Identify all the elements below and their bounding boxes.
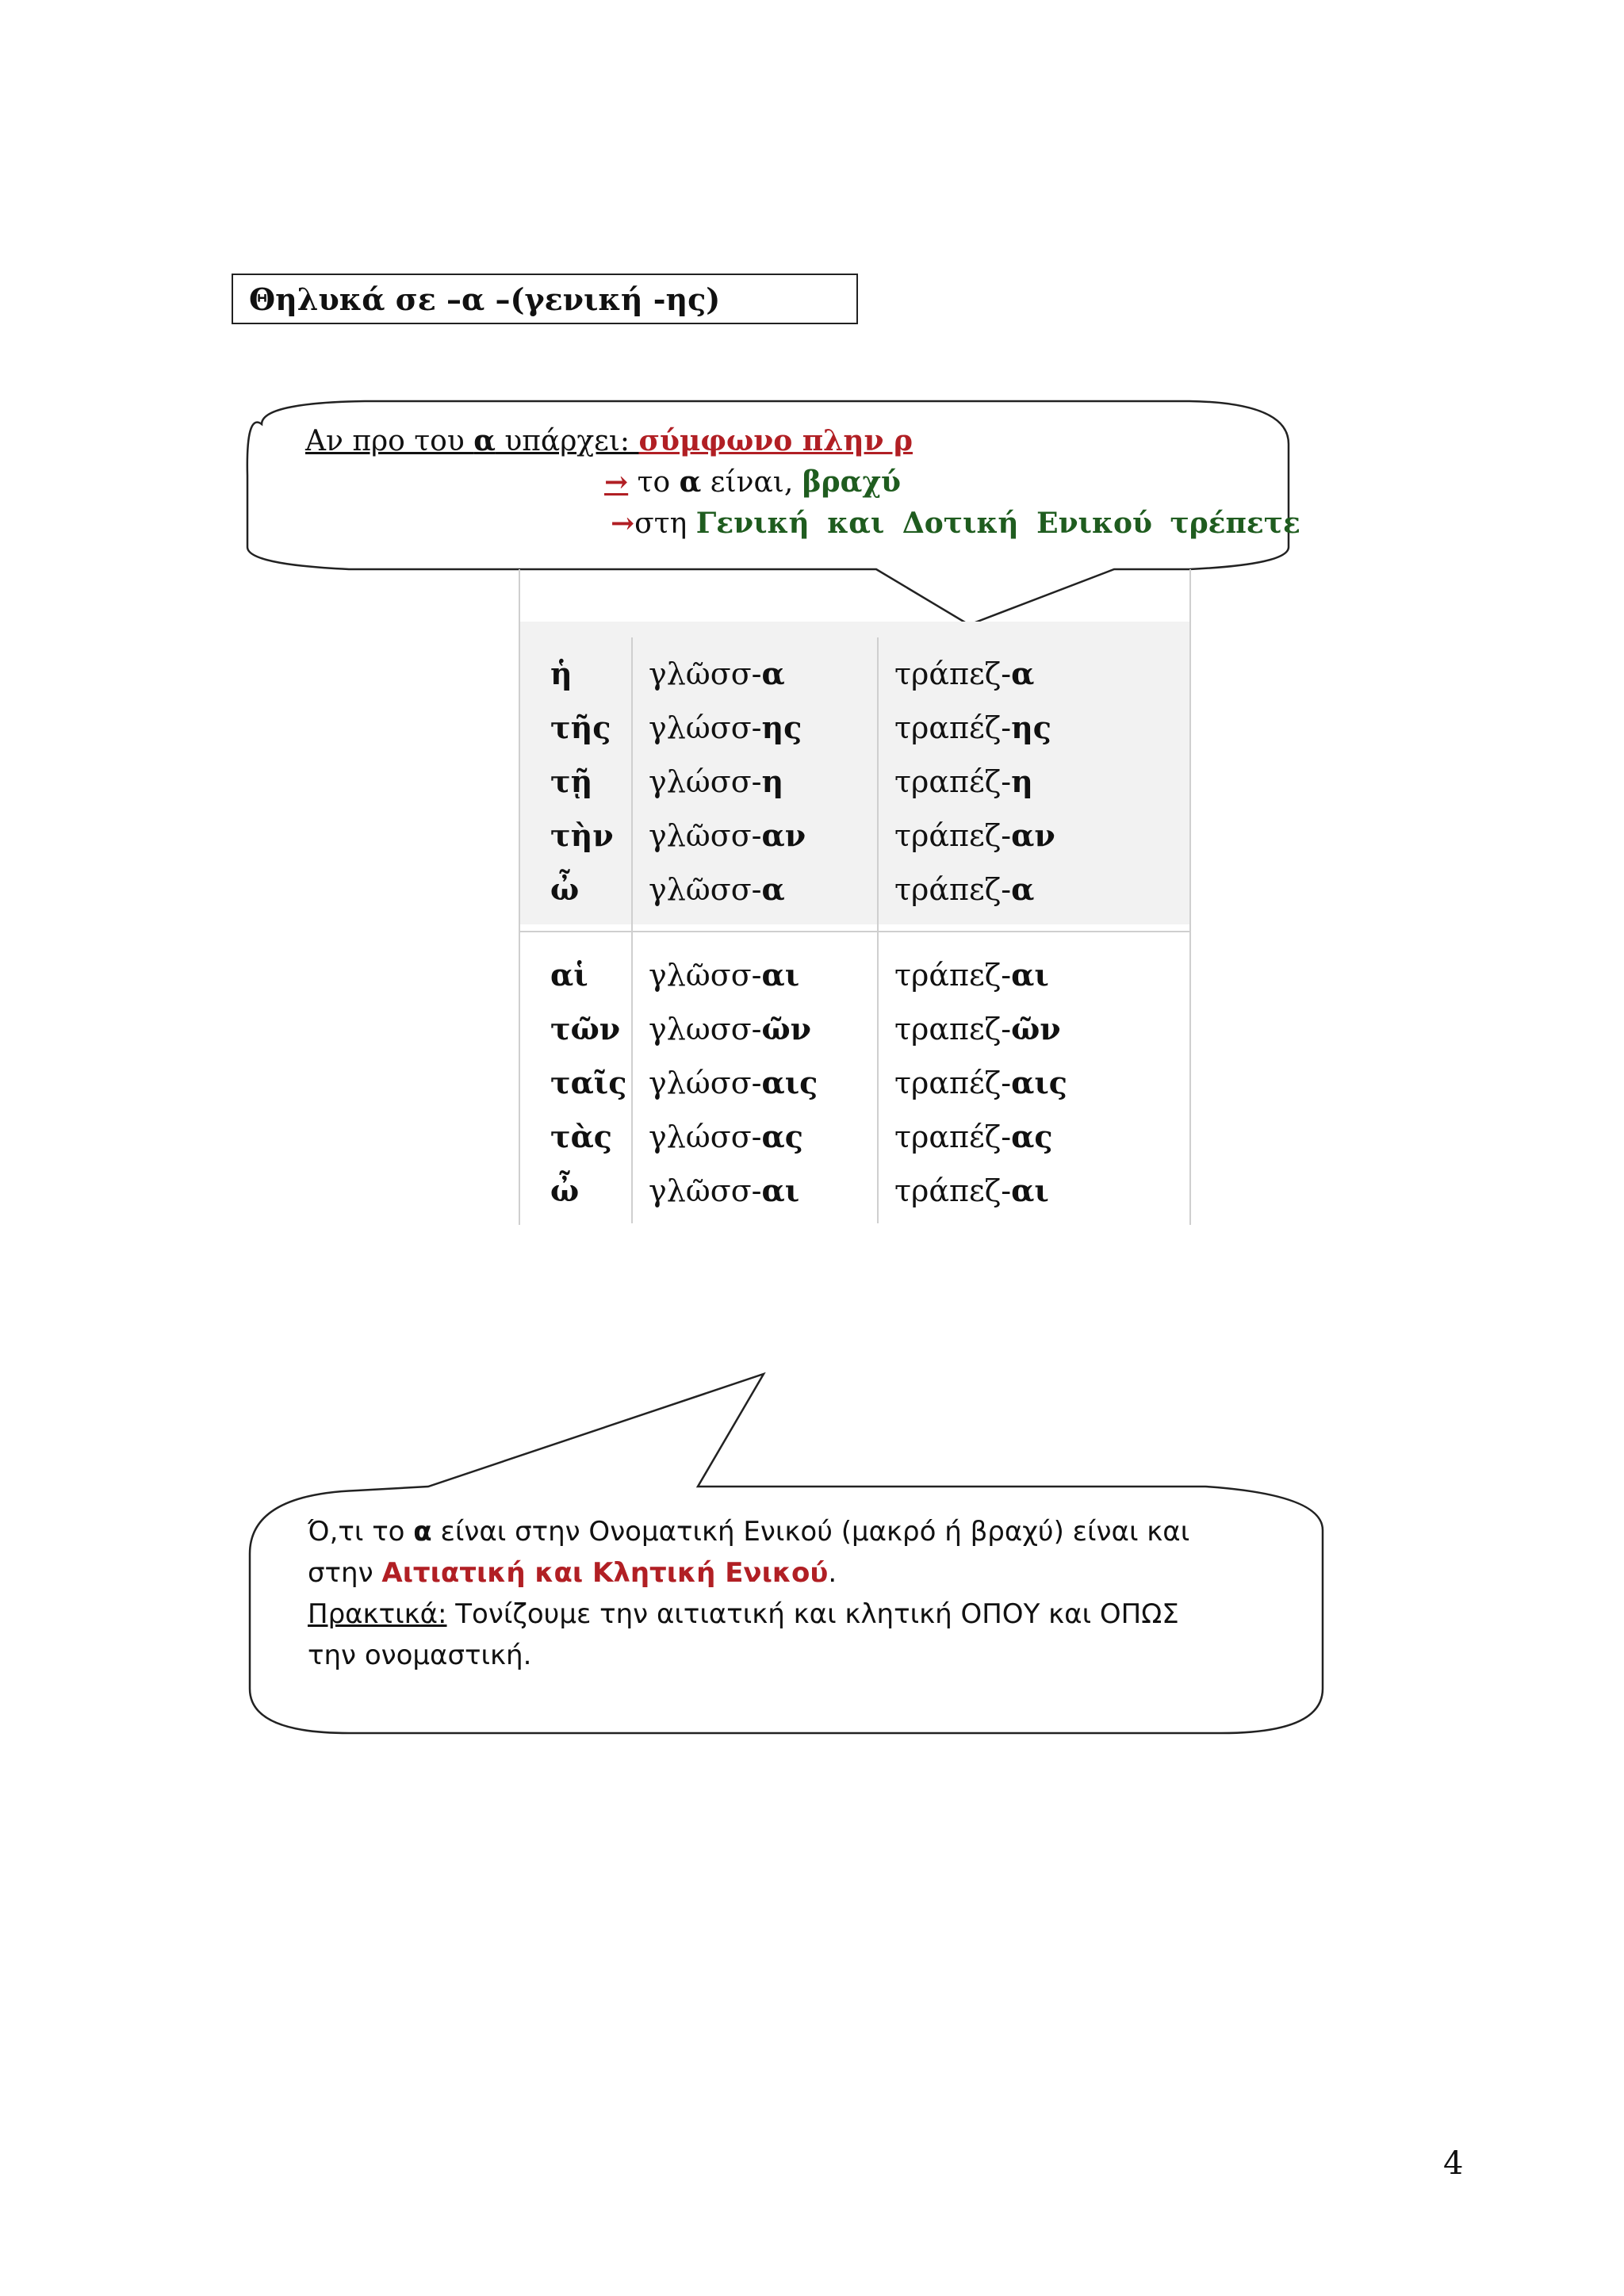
article-cell: τὰς xyxy=(550,1119,612,1154)
trapeza-cell: τραπέζ-η xyxy=(894,763,1033,799)
trapeza-cell: τράπεζ-αν xyxy=(894,817,1055,853)
glossa-cell: γλώσσ-ας xyxy=(649,1119,803,1154)
table-row xyxy=(520,755,1189,809)
glossa-cell: γλῶσσ-αν xyxy=(649,817,806,853)
glossa-cell: γλῶσσ-α xyxy=(649,871,785,907)
glossa-cell: γλώσσ-αις xyxy=(649,1065,818,1100)
glossa-cell: γλώσσ-ης xyxy=(649,710,802,745)
table-row xyxy=(520,809,1189,863)
glossa-cell: γλῶσσ-αι xyxy=(649,957,800,993)
article-cell: τῆς xyxy=(550,710,611,745)
table-row xyxy=(520,948,1189,1002)
trapeza-cell: τράπεζ-α xyxy=(894,871,1035,907)
trapeza-cell: τράπεζ-αι xyxy=(894,1173,1049,1208)
article-cell: αἱ xyxy=(550,957,588,993)
glossa-cell: γλῶσσ-αι xyxy=(649,1173,800,1208)
top-note-line-1: Αν προ του α υπάρχει: σύμφωνο πλην ρ xyxy=(305,424,913,457)
top-note-line-3: →στη Γενική και Δοτική Ενικού τρέπετε xyxy=(611,507,1300,540)
bottom-note-line-3: Πρακτικά: Τονίζουμε την αιτιατική και κλητική ΟΠΟΥ και ΟΠΩΣ xyxy=(308,1598,1179,1630)
article-cell: τῶν xyxy=(550,1011,621,1047)
table-row xyxy=(520,701,1189,755)
article-cell: ὦ xyxy=(550,1173,580,1208)
article-cell: ὦ xyxy=(550,871,580,907)
glossa-cell: γλωσσ-ῶν xyxy=(649,1011,812,1047)
trapeza-cell: τράπεζ-αι xyxy=(894,957,1049,993)
article-cell: τὴν xyxy=(550,817,614,853)
table-row xyxy=(520,1056,1189,1110)
article-cell: ταῖς xyxy=(550,1065,627,1100)
trapeza-cell: τραπέζ-ας xyxy=(894,1119,1053,1154)
bottom-note-line-4: την ονομαστική. xyxy=(308,1640,532,1671)
table-row xyxy=(520,1002,1189,1056)
article-cell: ἡ xyxy=(550,656,573,691)
trapeza-cell: τραπέζ-αις xyxy=(894,1065,1067,1100)
page-number: 4 xyxy=(1443,2145,1464,2182)
article-cell: τῇ xyxy=(550,763,593,799)
glossa-cell: γλῶσσ-α xyxy=(649,656,785,691)
table-row xyxy=(520,1110,1189,1164)
trapeza-cell: τραπέζ-ης xyxy=(894,710,1051,745)
declension-table xyxy=(519,569,1191,1225)
trapeza-cell: τραπεζ-ῶν xyxy=(894,1011,1061,1047)
table-row xyxy=(520,863,1189,916)
top-note-line-2: → το α είναι, βραχύ xyxy=(604,465,901,499)
trapeza-cell: τράπεζ-α xyxy=(894,656,1035,691)
table-row xyxy=(520,1164,1189,1218)
glossa-cell: γλώσσ-η xyxy=(649,763,784,799)
section-title: Θηλυκά σε –α –(γενική -ης) xyxy=(232,274,858,324)
bottom-note-line-2: στην Αιτιατική και Κλητική Ενικού. xyxy=(308,1557,837,1589)
bottom-note-line-1: Ό,τι το α είναι στην Ονοματική Ενικού (μακρό ή βραχύ) είναι και xyxy=(308,1516,1190,1548)
table-row xyxy=(520,647,1189,701)
